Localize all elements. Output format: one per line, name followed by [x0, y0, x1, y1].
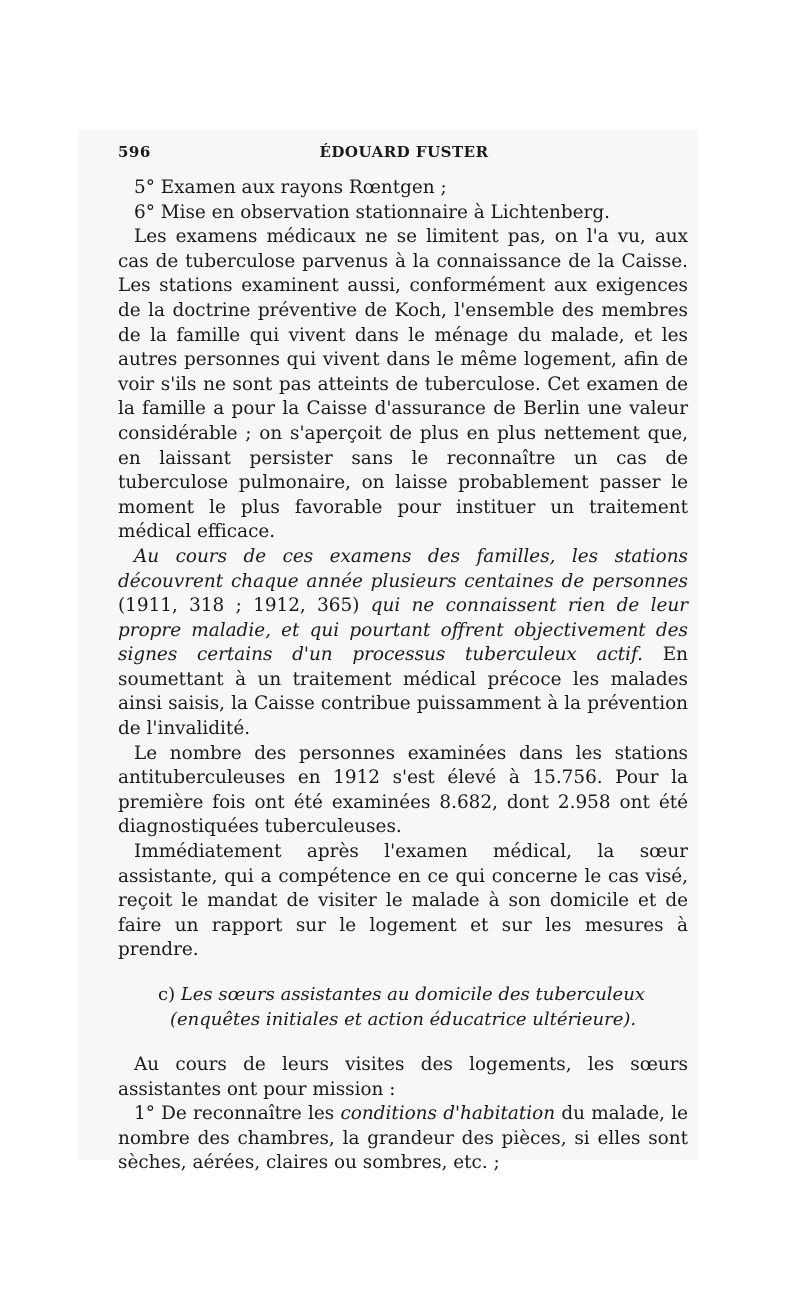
text-span: (1911, 318 ; 1912, 365)	[118, 595, 371, 617]
paragraph-examens: Les examens médicaux ne se limitent pas, on l'a vu, aux cas de tuberculose parvenus à la connaissance de la Caisse. Les stations examinent aussi, conformément aux exigences de la doctrine préventive de Koch, l'ensemble des membres de la famille qui vivent dans le ménage du malade, et les autres personnes qui vivent dans le même logement, afin de voir s'ils ne sont pas atteints de tuberculose. Cet examen de la famille a pour la Caisse d'assurance de Berlin une valeur considérable ; on s'aperçoit de plus en plus nettement que, en laissant persister sans le reconnaître un cas de tuberculose pulmonaire, on laisse probablement passer le moment le plus favorable pour instituer un traitement médical efficace.	[118, 226, 688, 543]
section-title: Les sœurs assistantes au domicile des tuberculeux	[180, 984, 645, 1005]
list-item-5: 5° Examen aux rayons Rœntgen ;	[134, 177, 447, 198]
body-text	[118, 176, 688, 1176]
list-item-6: 6° Mise en observation stationnaire à Lichtenberg.	[134, 201, 610, 223]
section-heading	[118, 982, 688, 1032]
running-head: ÉDOUARD FUSTER	[319, 143, 489, 161]
paragraph-visites: Au cours de leurs visites des logements, les sœurs assistantes ont pour mission :	[118, 1054, 688, 1100]
paragraph-immediatement: Immédiatement après l'examen médical, la sœur assistante, qui a compétence en ce qui concerne le cas visé, reçoit le mandat de visiter le malade à son domicile et de faire un rapport sur le logement et sur les mesures à prendre.	[118, 841, 688, 961]
italic-span: conditions d'habitation	[340, 1103, 556, 1125]
text-span: du malade, le nombre des chambres, la grandeur des pièces, si elles sont sèches, aérées, claires ou sombres, etc. ;	[118, 1103, 688, 1174]
italic-span: Au cours de ces examens des familles, les stations découvrent chaque année plusieurs centaines de personnes	[118, 545, 688, 592]
section-subtitle: (enquêtes initiales et action éducatrice ultérieure).	[170, 1009, 637, 1030]
text-span: 1° De reconnaître les	[134, 1103, 341, 1125]
page-header	[118, 143, 690, 165]
section-label: c)	[158, 984, 181, 1005]
list-item-1	[118, 1102, 688, 1176]
text-span: En soumettant à un traitement médical précoce les malades ainsi saisis, la Caisse contribue puissamment à la prévention de l'invalidité.	[118, 644, 688, 740]
paragraph-nombre: Le nombre des personnes examinées dans les stations antituberculeuses en 1912 s'est élevé à 15.756. Pour la première fois ont été examinées 8.682, dont 2.958 ont été diagnostiquées tuberculeuses.	[118, 742, 688, 838]
paragraph-familles	[118, 545, 688, 742]
italic-span: qui ne connaissent rien de leur propre maladie, et qui pourtant offrent objectivement des signes certains d'un processus tuberculeux actif.	[118, 595, 688, 666]
page-number: 596	[118, 143, 151, 161]
